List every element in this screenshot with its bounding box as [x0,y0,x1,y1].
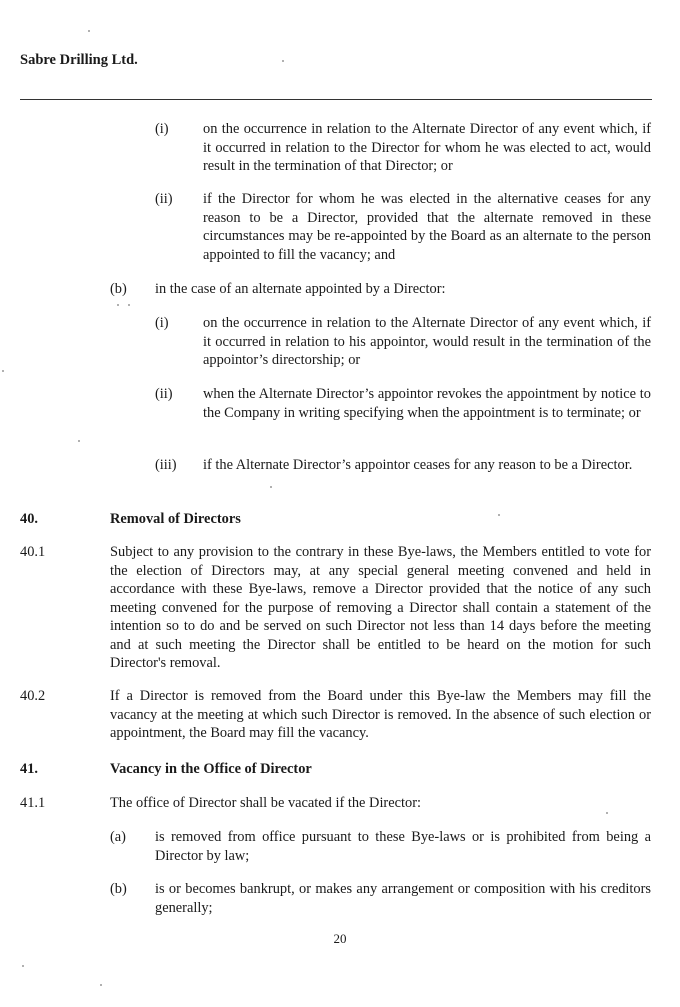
clause-text: on the occurrence in relation to the Alternate Director of any event which, if it occurred in relation to the Director for whom he was elected to act, would result in the termination of that Director; or [203,121,651,174]
scan-speck [270,486,272,488]
company-header: Sabre Drilling Ltd. [20,52,138,68]
clause-number: (ii) [155,386,173,402]
clause-text: if the Director for whom he was elected in the alternative ceases for any reason to be a Director, provided that the alternate removed in these circumstances may be re-appointed by the Board as an alternate to the person appointed to fill the vacancy; and [203,191,651,263]
clause-number: (i) [155,121,169,137]
scan-speck [22,965,24,967]
clause-text: Subject to any provision to the contrary in these Bye-laws, the Members entitled to vote for the election of Directors may, at any special general meeting convened and held in accordance with these Bye-laws, remove a Director provided that the notice of any such meeting convened for the purpose of removing a Director shall contain a statement of the intention so to do and be served on such Director not less than 14 days before the meeting and at such meeting the Director shall be entitled to be heard on the motion for such Director's removal. [110,544,651,671]
clause-text: If a Director is removed from the Board under this Bye-law the Members may fill the vacancy at the meeting at which such Director is removed. In the absence of such election or appointment, the Board may fill the vacancy. [110,688,651,741]
scan-speck [282,60,284,62]
clause-number: (ii) [155,191,173,207]
clause-text: is removed from office pursuant to these Bye-laws or is prohibited from being a Director by law; [155,829,651,864]
clause-number: 40.1 [20,544,46,560]
clause-number: (a) [110,829,126,845]
scan-speck [128,304,130,306]
clause-number: 40.2 [20,688,46,704]
clause-number: (b) [110,281,127,297]
clause-text: in the case of an alternate appointed by a Director: [155,281,446,297]
page-number: 20 [333,931,347,946]
scan-speck [117,304,119,306]
clause-text: if the Alternate Director’s appointor ceases for any reason to be a Director. [203,457,633,473]
clause-number: 41.1 [20,795,46,811]
scan-speck [88,30,90,32]
section-number: 40. [20,511,38,527]
clause-number: (iii) [155,457,177,473]
clause-text: The office of Director shall be vacated if the Director: [110,795,421,811]
scan-speck [78,440,80,442]
clause-text: is or becomes bankrupt, or makes any arrangement or composition with his creditors generally; [155,881,651,916]
clause-number: (b) [110,881,127,897]
clause-text: on the occurrence in relation to the Alternate Director of any event which, if it occurred in relation to his appointor, would result in the termination of the appointor’s directorship; or [203,315,651,368]
section-number: 41. [20,761,38,777]
header-rule [20,99,652,100]
scan-speck [100,984,102,986]
scan-speck [2,370,4,372]
clause-number: (i) [155,315,169,331]
scan-speck [606,812,608,814]
section-title: Removal of Directors [110,511,241,527]
scan-speck [498,514,500,516]
clause-text: when the Alternate Director’s appointor revokes the appointment by notice to the Company in writing specifying when the appointment is to terminate; or [203,386,651,421]
section-title: Vacancy in the Office of Director [110,761,312,777]
